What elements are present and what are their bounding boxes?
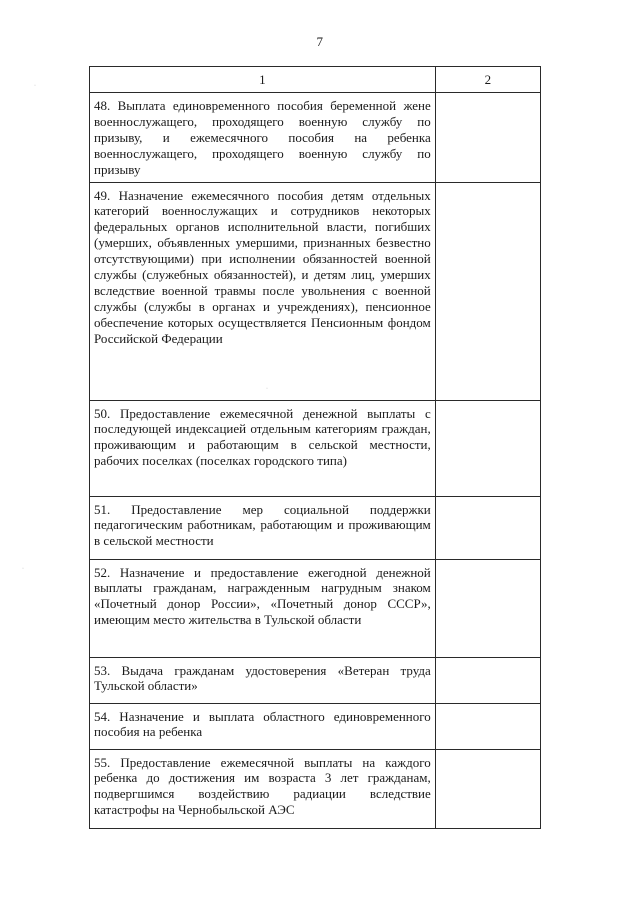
- service-text: 52. Назначение и предоставление ежегодной денежной выплаты гражданам, награжденным нагрудным знаком «Почетный донор России», «Почетный донор СССР», имеющим место жительства в Тульской области: [94, 564, 431, 628]
- table-row: [90, 496, 541, 559]
- table-row: [90, 182, 541, 400]
- empty-cell: [435, 559, 540, 657]
- table-row: [90, 93, 541, 183]
- service-cell: [90, 657, 436, 703]
- empty-cell: [435, 749, 540, 828]
- table-row: [90, 703, 541, 749]
- empty-cell: [435, 703, 540, 749]
- services-table: [89, 66, 541, 829]
- scan-speck: ·: [266, 386, 268, 392]
- table-header-row: [90, 67, 541, 93]
- table-row: [90, 749, 541, 828]
- service-text: 48. Выплата единовременного пособия беременной жене военнослужащего, проходящего военную службу по призыву, и ежемесячного пособия на ребенка военнослужащего, проходящего военную службу по призыву: [94, 98, 431, 177]
- page-number: 7: [316, 34, 324, 49]
- service-cell: [90, 400, 436, 496]
- column-header-2: 2: [435, 67, 540, 93]
- service-text: 49. Назначение ежемесячного пособия детям отдельных категорий военнослужащих и сотрудников некоторых федеральных органов исполнительной власти, погибших (умерших, объявленных умершими, признанных безвестно отсутствующими) при исполнении обязанностей военной службы (служебных обязанностей), и детям лиц, умерших вследствие военной травмы после увольнения с военной службы (службы в органах и учреждениях), пенсионное обеспечение которых осуществляется Пенсионным фондом Российской Федерации: [94, 187, 431, 346]
- column-header-1: 1: [90, 67, 436, 93]
- empty-cell: [435, 93, 540, 183]
- service-cell: [90, 749, 436, 828]
- service-cell: [90, 703, 436, 749]
- service-text: 53. Выдача гражданам удостоверения «Ветеран труда Тульской области»: [94, 662, 431, 694]
- service-cell: [90, 93, 436, 183]
- table-row: [90, 657, 541, 703]
- table-row: [90, 400, 541, 496]
- service-cell: [90, 496, 436, 559]
- service-cell: [90, 559, 436, 657]
- table-row: [90, 559, 541, 657]
- empty-cell: [435, 657, 540, 703]
- service-text: 50. Предоставление ежемесячной денежной выплаты с последующей индексацией отдельным категориям граждан, проживающим и работающим в сельской местности, рабочих поселках (поселках городского типа): [94, 405, 431, 469]
- service-cell: [90, 182, 436, 400]
- scan-speck: ·: [22, 566, 24, 572]
- service-text: 54. Назначение и выплата областного единовременного пособия на ребенка: [94, 708, 431, 740]
- service-text: 55. Предоставление ежемесячной выплаты на каждого ребенка до достижения им возраста 3 лет гражданам, подвергшимся воздействию радиации вследствие катастрофы на Чернобыльской АЭС: [94, 754, 431, 818]
- empty-cell: [435, 400, 540, 496]
- empty-cell: [435, 182, 540, 400]
- scan-speck: ·: [34, 83, 36, 89]
- empty-cell: [435, 496, 540, 559]
- service-text: 51. Предоставление мер социальной поддержки педагогическим работникам, работающим и проживающим в сельской местности: [94, 501, 431, 549]
